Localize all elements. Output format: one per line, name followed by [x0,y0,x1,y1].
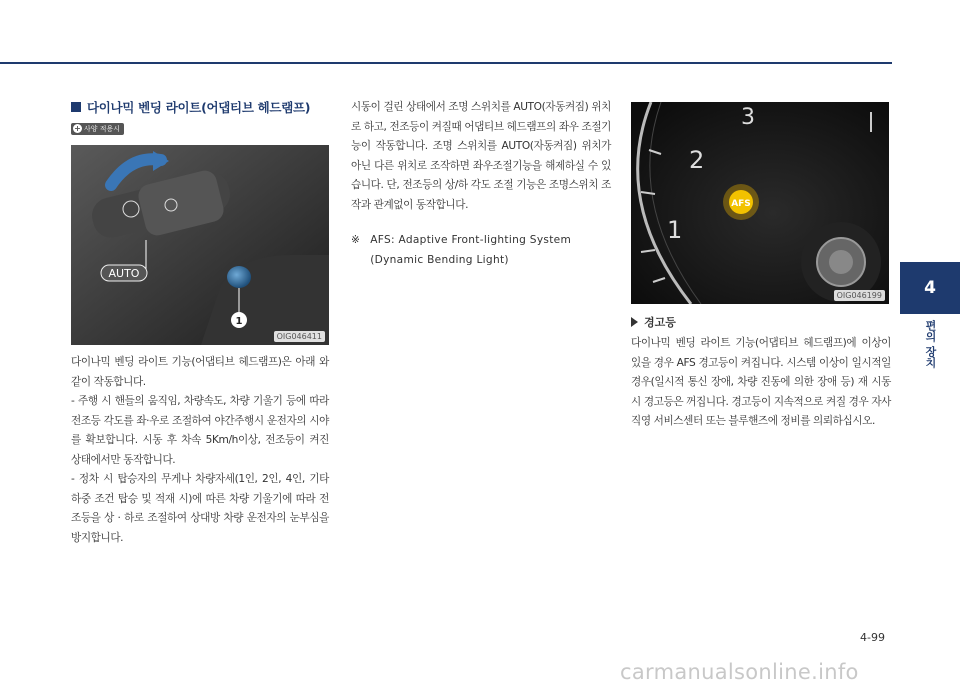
note [351,231,611,270]
warning-paragraph: 다이나믹 벤딩 라이트 기능(어댑티브 헤드램프)에 이상이 있을 경우 AFS 경고등이 켜집니다. 시스템 이상이 일시적일 경우(일시적 통신 장애, 차량 진동에 의한 장애 등) 재 시동시 경고등은 꺼집니다. 경고등이 지속적으로 켜질 경우 자사 직영 서비스센터 또는 블루핸즈에 정비를 의뢰하십시오. [631,337,891,427]
section-title-text: 다이나믹 벤딩 라이트(어댑티브 헤드램프) [87,100,311,115]
operation-paragraph: 시동이 걸린 상태에서 조명 스위치를 AUTO(자동켜짐) 위치로 하고, 전조등이 켜질때 어댑티브 헤드램프의 좌우 조절기능이 작동합니다. 조명 스위치를 AUTO(자동켜짐) 위치가 아닌 다른 위치로 조작하면 좌우조절기능을 해제하실 수 있습니다. 단, 전조등의 상/하 각도 조절 기능은 조명스위치 조작과 관계없이 동작합니다. [351,101,611,211]
dial-number: 2 [689,146,705,174]
top-rule [0,62,892,64]
page-number: 4-99 [860,631,885,644]
column-middle [351,98,611,270]
square-bullet-icon [71,102,81,112]
note-symbol: ※ [351,234,361,246]
chapter-label: 편의 장치 [924,320,937,368]
afs-label: AFS [731,199,751,209]
option-badge-label: 사양 적용시 [84,124,121,133]
plus-icon: + [74,124,81,133]
description-paragraph: - 정차 시 탑승자의 무게나 차량자세(1인, 2인, 4인, 기타 하중 조건 탑승 및 적재 시)에 따른 차량 기울기에 따라 전조등을 상 · 하로 조절하여 상대방 차량 운전자의 눈부심을 방지합니다. [71,473,329,544]
description-paragraph: 다이나믹 벤딩 라이트 기능(어댑티브 헤드램프)은 아래 와 같이 작동합니다. [71,356,329,388]
column-right [631,98,891,432]
cluster-figure [631,102,889,304]
watermark: carmanualsonline.info [620,660,859,684]
cluster-illustration [631,102,889,304]
callout-number: 1 [235,316,243,327]
dial-number: 1 [667,216,683,244]
figure-code: OIG046199 [834,290,885,301]
figure-code: OIG046411 [274,331,325,342]
column-left [71,98,329,548]
light-switch-figure [71,145,329,345]
warning-title [631,314,891,330]
light-switch-illustration [71,145,329,345]
section-title [71,98,329,116]
description-paragraph: - 주행 시 핸들의 움직임, 차량속도, 차량 기울기 등에 따라 전조등 각도를 좌·우로 조절하여 야간주행시 운전자의 시야를 확보합니다. 시동 후 차속 5Km/h이상, 전조등이 켜진 상태에서만 동작합니다. [71,395,329,466]
warning-title-text: 경고등 [644,316,676,329]
option-badge [71,123,124,135]
chapter-tab[interactable]: 4 [900,262,960,314]
note-text: AFS: Adaptive Front-lighting System (Dynamic Bending Light) [370,234,572,266]
description-block [71,353,329,548]
triangle-bullet-icon [631,317,638,327]
dial-number: 3 [741,105,755,130]
afs-warning-icon [723,184,759,220]
auto-label: AUTO [108,267,140,280]
